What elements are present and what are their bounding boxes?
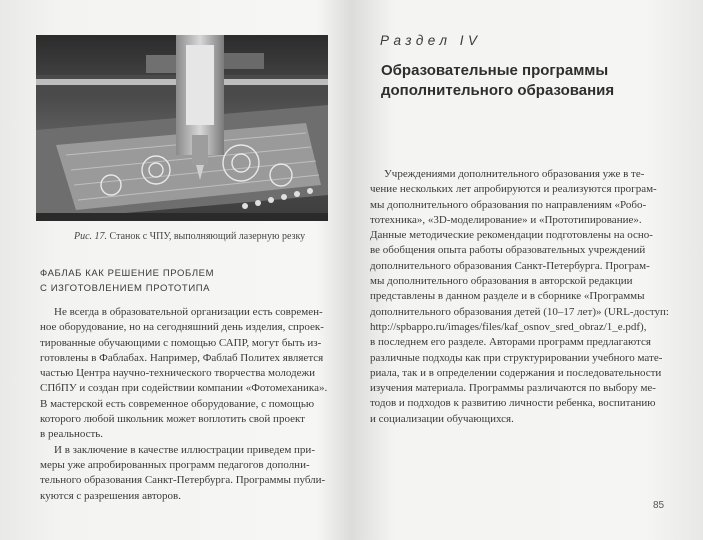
text-line: дополнительного образования детей (10–17 лет)» (URL-доступ: — [370, 305, 669, 318]
chapter-title-line-1: Образовательные программы — [381, 62, 609, 79]
chapter-title — [381, 61, 681, 101]
text-line: в реальность. — [40, 428, 104, 441]
text-line: чение нескольких лет апробируются и реализуются програм- — [370, 183, 657, 196]
url-text-line: http://spbappo.ru/images/files/kaf_osnov_sred_obraz/1_e.pdf), — [370, 320, 647, 333]
left-body-text — [40, 305, 335, 504]
text-line: СПбПУ и создан при содействии компании «Фотомеханика». — [40, 382, 328, 395]
text-line: которого любой школьник может воплотить свой проект — [40, 413, 305, 426]
left-page — [0, 0, 351, 540]
text-line: В мастерской есть современное оборудование, с помощью — [40, 397, 315, 410]
text-line: Данные методические рекомендации подготовлены на осно- — [370, 229, 653, 242]
chapter-title-line-2: дополнительного образования — [381, 82, 615, 99]
right-body-text — [370, 167, 670, 427]
text-line: тельного образования Санкт-Петербурга. Программы публи- — [40, 474, 326, 487]
text-line: мы дополнительного образования в авторской редакции — [370, 275, 633, 288]
figure-caption — [74, 231, 344, 243]
text-line: меры уже апробированных программ педагогов дополни- — [40, 458, 310, 471]
text-line: ве обобщения опыта работы образовательных учреждений — [370, 244, 646, 257]
text-line: изучения материала. Программы различаются по выбору ме- — [370, 382, 656, 395]
section-heading-line-1: ФАБЛАБ КАК РЕШЕНИЕ ПРОБЛЕМ — [40, 268, 215, 279]
text-line: тодов и подходов к развитию личности ребенка, воспитанию — [370, 397, 656, 410]
text-line: в последнем его разделе. Авторами программ предлагаются — [370, 336, 651, 349]
cnc-machine-photo — [36, 35, 328, 221]
text-line: и социализации обучающихся. — [370, 412, 514, 425]
text-line: тотехника», «3D-моделирование» и «Прототипирование». — [370, 213, 642, 226]
text-line: Учреждениями дополнительного образования уже в те- — [384, 168, 645, 180]
page-number: 85 — [653, 500, 665, 511]
right-page — [351, 0, 703, 540]
figure-text: Станок с ЧПУ, выполняющий лазерную резку — [107, 231, 306, 242]
text-line: И в заключение в качестве иллюстрации приведем при- — [54, 443, 315, 456]
text-line: готовлены в Фаблабах. Например, Фаблаб Политех является — [40, 351, 324, 364]
text-line: куются с разрешения авторов. — [40, 489, 181, 502]
text-line: дополнительного образования Санкт-Петербурга. Програм- — [370, 259, 650, 272]
section-label: Раздел IV — [380, 33, 482, 48]
text-line: риала, так и в определении содержания и последовательности — [370, 366, 662, 379]
section-heading-line-2: С ИЗГОТОВЛЕНИЕМ ПРОТОТИПА — [40, 283, 211, 294]
text-line: ное оборудование, но на сегодняшний день изделия, спроек- — [40, 321, 324, 334]
text-line: частью Центра научно-технического творчества молодежи — [40, 367, 315, 380]
text-line: различные подходы как при структурировании учебного мате- — [370, 351, 663, 364]
text-line: мы дополнительного образования по направлениям «Робо- — [370, 198, 647, 211]
section-heading — [40, 266, 340, 296]
figure-label: Рис. 17. — [74, 231, 108, 242]
text-line: тированные обучающими с помощью САПР, могут быть из- — [40, 336, 322, 349]
text-line: представлены в данном разделе и в сборнике «Программы — [370, 290, 645, 303]
text-line: Не всегда в образовательной организации есть современ- — [54, 306, 323, 318]
